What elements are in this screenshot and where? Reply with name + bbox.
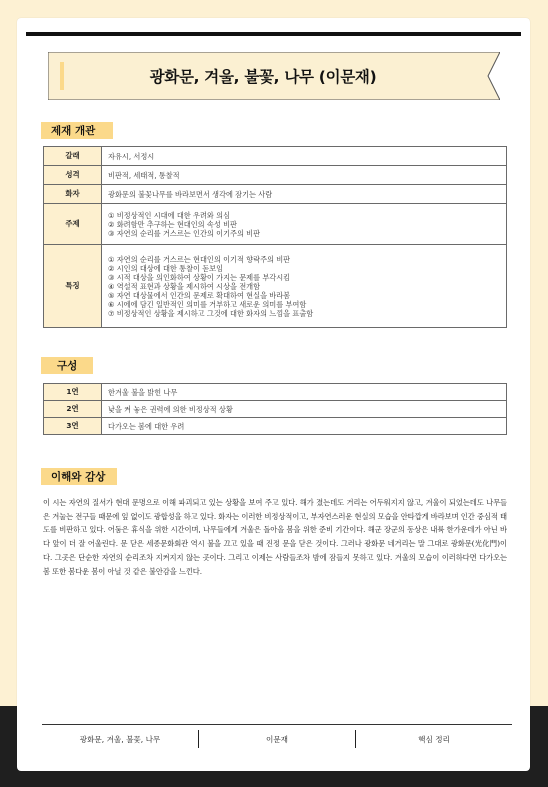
row-key: 성격 [44, 166, 102, 185]
row-value: 광화문의 불꽃나무를 바라보면서 생각에 잠기는 사람 [102, 185, 507, 204]
section-heading-appreciation [41, 466, 125, 486]
table-row [44, 245, 507, 328]
row-key: 주제 [44, 204, 102, 245]
row-value [102, 245, 507, 328]
page-title: 광화문, 겨울, 불꽃, 나무 (이문재) [149, 68, 377, 86]
footer-author: 이문재 [265, 734, 288, 744]
page-footer [42, 729, 512, 749]
row-line: ① 자연의 순리를 거스르는 현대인의 이기적 향락주의 비판 [108, 254, 291, 264]
table-row [44, 166, 507, 185]
table-row [44, 384, 507, 401]
appreciation-paragraph: 이 시는 자연의 질서가 현대 문명으로 이해 파괴되고 있는 상황을 보여 주고 있다. 해가 졌는데도 거리는 어두워지지 않고, 겨울이 되었는데도 나무들은 겨눌는 전구들 때문에 잎 없이도 광합성을 하고 있다. 화자는 이러한 비정상적이고, 부자연스러운 현실의 모습을 안타깝게 바라보며 인간 중심적 태도를 비판하고 있다. 어둠은 휴식을 위한 시간이며, 나무들에게 겨울은 돌아올 봄을 위한 준비 기간이다. 해군 장군의 동상은 내륙 한가운데가 아닌 바다 앞이 더 잘 어울린다. 문 닫은 세종문화회관 역시 불을 끄고 있을 때 진정 문을 닫은 것이다. 그러나 광화문 네거리는 말 그대로 광화문(光化門)이다. 그곳은 단순한 자연의 순리조차 지켜지지 않는 곳이다. 그리고 이제는 사람들조차 밤에 잠들지 못하고 있다. 겨울의 모습이 이러하다면 다가오는 봄 또한 봄다운 봄이 아닐 것 같은 불안감을 느낀다. [43, 498, 507, 576]
row-value [102, 204, 507, 245]
row-line: ⑦ 비정상적인 상황을 제시하고 그것에 대한 화자의 느낌을 표출함 [108, 308, 314, 318]
row-value: 비판적, 세태적, 통찰적 [102, 166, 507, 185]
table-row [44, 147, 507, 166]
row-key: 화자 [44, 185, 102, 204]
table-row [44, 401, 507, 418]
row-key: 갈래 [44, 147, 102, 166]
document-page [17, 18, 530, 771]
title-banner [48, 52, 500, 100]
row-value: 다가오는 봄에 대한 우려 [102, 418, 507, 435]
section-heading-text: 이해와 감상 [51, 470, 106, 483]
section-heading-text: 구성 [57, 359, 78, 372]
row-line: ③ 자연의 순리를 거스르는 인간의 이기주의 비판 [108, 228, 261, 238]
section-heading-text: 제재 개관 [51, 124, 96, 137]
footer-section-label: 핵심 정리 [418, 734, 450, 744]
row-key: 특징 [44, 245, 102, 328]
row-value: 한겨울 불을 밝힌 나무 [102, 384, 507, 401]
row-line: ② 화려함만 추구하는 현대인의 속성 비판 [108, 219, 237, 229]
overview-table [43, 146, 507, 328]
row-key: 2연 [44, 401, 102, 418]
table-row [44, 204, 507, 245]
row-key: 3연 [44, 418, 102, 435]
section-heading-structure [41, 355, 101, 375]
row-key: 1연 [44, 384, 102, 401]
row-line: ① 비정상적인 시대에 대한 우려와 의심 [108, 210, 231, 220]
row-line: ⑤ 자연 대상물에서 인간의 문제로 확대하여 현실을 바라봄 [108, 290, 291, 300]
footer-rule [42, 724, 512, 725]
row-line: ③ 시적 대상을 의인화하여 상황이 가지는 문제를 부각시킴 [108, 272, 291, 282]
row-line: ⑥ 시에에 담긴 일반적인 의미를 거부하고 새로운 의미를 부여함 [108, 299, 307, 309]
structure-table [43, 383, 507, 435]
top-rule [26, 32, 521, 36]
section-heading-overview [41, 120, 121, 140]
table-row [44, 185, 507, 204]
table-row [44, 418, 507, 435]
footer-poem-title: 광화문, 겨울, 불꽃, 나무 [79, 734, 161, 744]
row-value: 자유시, 서정시 [102, 147, 507, 166]
row-value: 낮을 켜 놓은 권력에 의한 비정상적 상황 [102, 401, 507, 418]
row-line: ④ 역설적 표현과 상황을 제시하여 시상을 전개함 [108, 281, 261, 291]
row-line: ② 시인의 대상에 대한 통찰이 돋보임 [108, 263, 224, 273]
